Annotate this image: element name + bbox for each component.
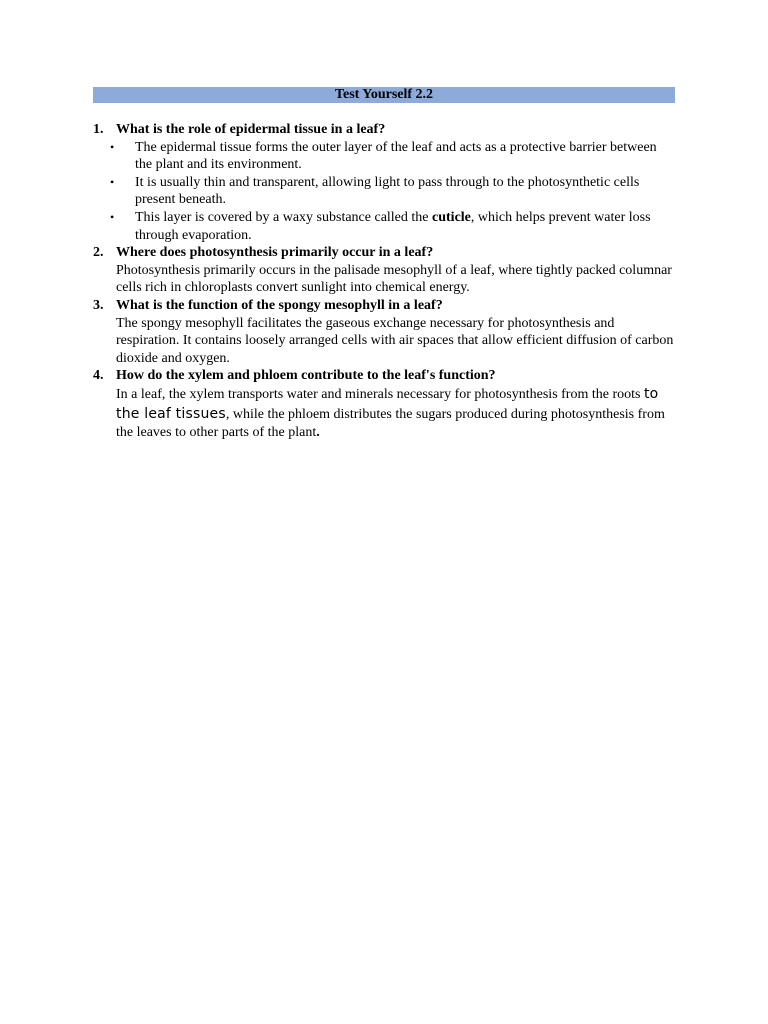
section-title-bar	[93, 87, 675, 103]
question-text: Where does photosynthesis primarily occur in a leaf?	[116, 245, 434, 261]
bullet-text: The epidermal tissue forms the outer layer of the leaf and acts as a protective barrier between the plant and its environment.	[135, 139, 657, 173]
bullet-text-before: This layer is covered by a waxy substance called the	[135, 209, 433, 225]
answer-bullet-list	[110, 139, 675, 245]
section-title: Test Yourself 2.2	[334, 87, 434, 102]
question-number: 2.	[93, 245, 104, 261]
bullet-icon: •	[110, 174, 115, 189]
answer-text	[116, 385, 675, 443]
question-text: How do the xylem and phloem contribute to the leaf's function?	[116, 368, 496, 384]
answer-bullet	[110, 174, 675, 209]
question-item-3	[93, 297, 675, 367]
answer-part-2: to the leaf tissues	[116, 385, 659, 422]
answer-part-1: In a leaf, the xylem transports water and minerals necessary for photosynthesis from the roots	[116, 386, 644, 402]
question-text: What is the function of the spongy mesophyll in a leaf?	[116, 297, 443, 313]
question-item-2	[93, 244, 675, 297]
document-page	[93, 87, 675, 443]
question-item-1	[93, 121, 675, 244]
answer-text: The spongy mesophyll facilitates the gaseous exchange necessary for photosynthesis and respiration. It contains loosely arranged cells with air spaces that allow efficient diffusion of carbon dioxide and oxygen.	[116, 315, 674, 366]
answer-bullet	[110, 139, 675, 174]
question-number: 3.	[93, 297, 104, 313]
bullet-text-bold-term: cuticle	[432, 209, 471, 225]
bullet-text-after: , which helps prevent water loss through evaporation.	[135, 209, 651, 243]
answer-part-4: .	[316, 425, 320, 441]
bullet-text: It is usually thin and transparent, allowing light to pass through to the photosynthetic cells present beneath.	[135, 174, 640, 208]
question-text: What is the role of epidermal tissue in a leaf?	[116, 122, 386, 137]
question-number: 1.	[93, 122, 104, 137]
question-number: 4.	[93, 368, 104, 384]
answer-bullet	[110, 209, 675, 244]
question-list	[93, 121, 675, 443]
answer-part-3: , while the phloem distributes the sugars produced during photosynthesis from the leaves to other parts of the plant	[116, 406, 665, 441]
bullet-icon: •	[110, 139, 115, 154]
question-item-4	[93, 367, 675, 442]
bullet-icon: •	[110, 209, 115, 224]
answer-text: Photosynthesis primarily occurs in the palisade mesophyll of a leaf, where tightly packed columnar cells rich in chloroplasts convert sunlight into chemical energy.	[116, 262, 672, 296]
